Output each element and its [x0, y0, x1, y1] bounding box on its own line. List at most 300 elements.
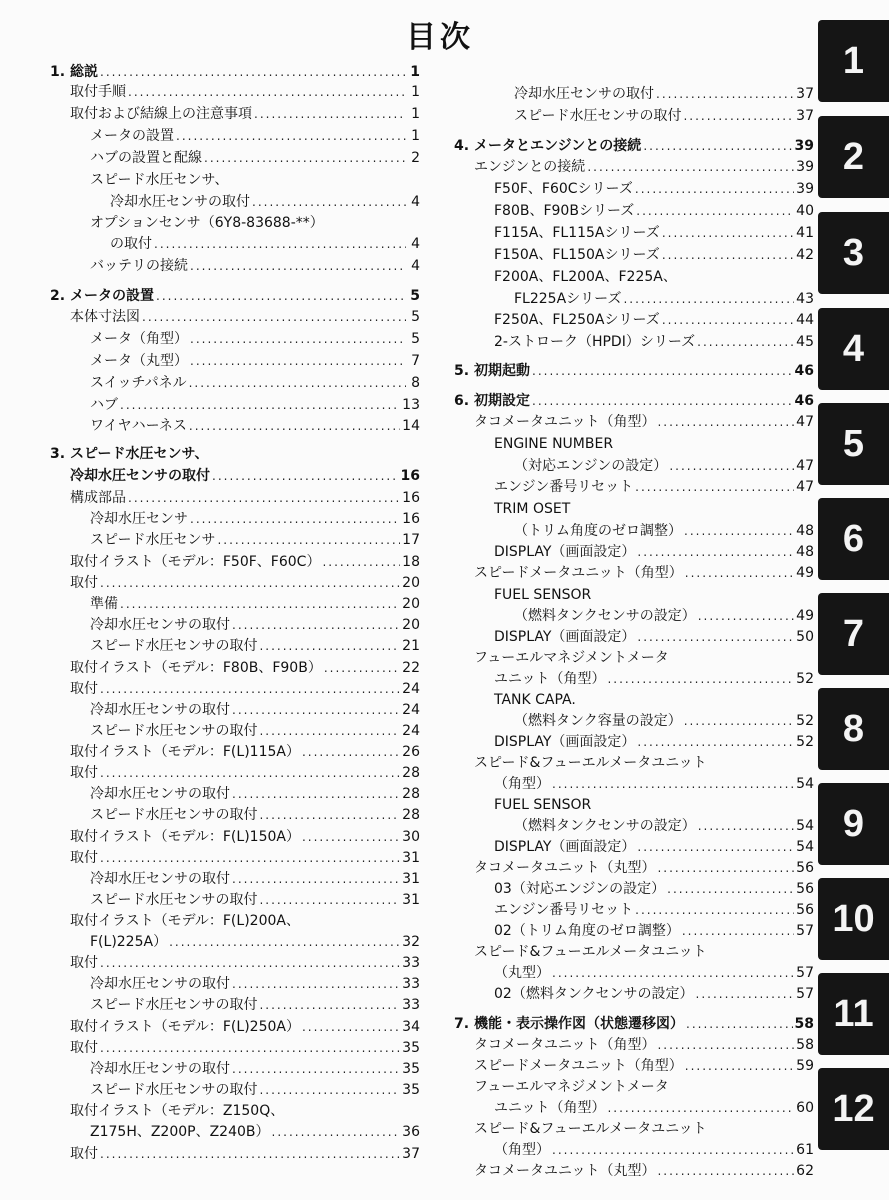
chapter-tab[interactable]: 8 — [818, 688, 889, 770]
toc-entry[interactable] — [50, 148, 420, 168]
toc-page-number: 4 — [411, 236, 420, 252]
toc-entry-title: スピード水圧センサの取付 — [90, 807, 258, 823]
toc-entry-title: 取付 — [70, 955, 98, 971]
toc-entry[interactable] — [454, 669, 814, 689]
toc-entry-title: FUEL SENSOR — [494, 797, 592, 813]
toc-entry[interactable] — [454, 391, 814, 411]
toc-leader-dots — [685, 563, 794, 583]
toc-entry-title: スピード水圧センサ、 — [90, 172, 229, 188]
toc-entry[interactable] — [50, 763, 420, 783]
toc-entry[interactable] — [454, 179, 814, 199]
toc-leader-dots — [259, 890, 400, 910]
toc-chapter-number: 3. — [50, 446, 66, 462]
toc-page-number: 1 — [411, 128, 420, 144]
toc-entry[interactable] — [454, 984, 814, 1004]
toc-leader-dots — [190, 351, 406, 371]
toc-entry[interactable] — [50, 679, 420, 699]
toc-entry[interactable] — [454, 332, 814, 352]
toc-entry[interactable] — [50, 286, 420, 306]
toc-page-number: 8 — [411, 375, 420, 391]
toc-entry[interactable] — [454, 963, 814, 983]
toc-entry-title: 構成部品 — [70, 490, 126, 506]
toc-page-number: 4 — [411, 258, 420, 274]
toc-entry-title: スピード水圧センサの取付 — [90, 723, 258, 739]
toc-entry[interactable] — [454, 606, 814, 626]
toc-entry[interactable] — [50, 827, 420, 847]
chapter-tab[interactable]: 2 — [818, 116, 889, 198]
toc-leader-dots — [669, 456, 794, 476]
chapter-tab[interactable]: 12 — [818, 1068, 889, 1150]
toc-entry-title: オプションセンサ（6Y8-83688-**） — [90, 215, 324, 231]
toc-entry[interactable] — [50, 805, 420, 825]
toc-entry[interactable] — [50, 126, 420, 146]
toc-leader-dots — [189, 373, 406, 393]
toc-leader-dots — [552, 774, 794, 794]
toc-entry[interactable] — [50, 1080, 420, 1100]
toc-entry[interactable] — [454, 921, 814, 941]
toc-entry[interactable] — [454, 753, 814, 773]
toc-entry[interactable] — [454, 1056, 814, 1076]
toc-entry-title: Z175H、Z200P、Z240B） — [90, 1124, 270, 1140]
toc-leader-dots — [259, 721, 400, 741]
toc-entry-title: 取付 — [70, 1040, 98, 1056]
toc-entry-title: 2-ストローク（HPDI）シリーズ — [494, 334, 696, 350]
toc-entry[interactable] — [50, 974, 420, 994]
toc-entry[interactable] — [454, 477, 814, 497]
toc-entry-title: F80B、F90Bシリーズ — [494, 203, 635, 219]
toc-leader-dots — [643, 136, 792, 156]
toc-entry[interactable] — [454, 732, 814, 752]
toc-leader-dots — [302, 827, 400, 847]
toc-entry[interactable] — [454, 310, 814, 330]
toc-entry[interactable] — [454, 1077, 814, 1097]
toc-page-number: 28 — [402, 786, 420, 802]
toc-entry[interactable] — [454, 1119, 814, 1139]
toc-entry[interactable] — [50, 932, 420, 952]
toc-leader-dots — [697, 332, 794, 352]
toc-page-number: 57 — [796, 923, 814, 939]
toc-page-number: 33 — [402, 997, 420, 1013]
toc-entry-title: DISPLAY（画面設定） — [494, 629, 636, 645]
toc-entry[interactable] — [50, 234, 420, 254]
toc-page-number: 33 — [402, 955, 420, 971]
toc-entry[interactable] — [50, 466, 420, 486]
toc-entry[interactable] — [454, 711, 814, 731]
toc-entry-title: F115A、FL115Aシリーズ — [494, 225, 660, 241]
toc-page-number: 5 — [411, 331, 420, 347]
toc-page-number: 35 — [402, 1082, 420, 1098]
toc-page-number: 57 — [796, 986, 814, 1002]
toc-entry-title: 初期設定 — [474, 393, 530, 409]
toc-page-number: 56 — [796, 902, 814, 918]
toc-leader-dots — [254, 104, 406, 124]
toc-leader-dots — [100, 763, 400, 783]
chapter-tab[interactable]: 4 — [818, 308, 889, 390]
toc-entry[interactable] — [454, 1035, 814, 1055]
toc-entry-title: タコメータユニット（角型） — [474, 1037, 656, 1053]
toc-entry[interactable] — [50, 104, 420, 124]
toc-entry[interactable] — [454, 223, 814, 243]
toc-entry-title: スピードメータユニット（角型） — [474, 1058, 683, 1074]
toc-page-number: 31 — [402, 850, 420, 866]
toc-entry[interactable] — [454, 201, 814, 221]
toc-entry[interactable] — [50, 1017, 420, 1037]
toc-entry-title: TANK CAPA. — [494, 692, 576, 708]
toc-page-number: 39 — [796, 181, 814, 197]
toc-leader-dots — [637, 542, 794, 562]
toc-page-number: 50 — [796, 629, 814, 645]
toc-leader-dots — [657, 1035, 794, 1055]
toc-leader-dots — [232, 700, 400, 720]
toc-page-number: 24 — [402, 723, 420, 739]
toc-entry-title: （角型） — [494, 776, 550, 792]
toc-entry-title: タコメータユニット（角型） — [474, 414, 656, 430]
toc-entry[interactable] — [50, 488, 420, 508]
toc-page-number: 20 — [402, 575, 420, 591]
toc-entry-title: メータの設置 — [70, 288, 154, 304]
toc-entry-title: 準備 — [90, 596, 118, 612]
toc-leader-dots — [190, 256, 406, 276]
toc-entry-title: FUEL SENSOR — [494, 587, 592, 603]
toc-entry[interactable] — [454, 837, 814, 857]
toc-entry[interactable] — [454, 245, 814, 265]
toc-page-number: 32 — [402, 934, 420, 950]
toc-page-number: 16 — [402, 490, 420, 506]
toc-leader-dots — [120, 594, 400, 614]
toc-entry-title: 冷却水圧センサの取付 — [90, 786, 230, 802]
toc-entry-title: DISPLAY（画面設定） — [494, 544, 636, 560]
toc-page-number: 47 — [796, 414, 814, 430]
toc-leader-dots — [587, 157, 794, 177]
toc-leader-dots — [657, 412, 794, 432]
toc-leader-dots — [684, 521, 794, 541]
toc-entry[interactable] — [50, 700, 420, 720]
toc-entry[interactable] — [454, 289, 814, 309]
chapter-tab[interactable]: 9 — [818, 783, 889, 865]
toc-entry[interactable] — [50, 615, 420, 635]
toc-entry[interactable] — [454, 1014, 814, 1034]
toc-page-number: 30 — [402, 829, 420, 845]
toc-leader-dots — [128, 82, 406, 102]
toc-entry-title: メータ（丸型） — [90, 353, 188, 369]
toc-entry-title: F(L)225A） — [90, 934, 168, 950]
toc-chapter-number: 7. — [454, 1016, 470, 1032]
toc-entry[interactable] — [50, 351, 420, 371]
toc-leader-dots — [154, 234, 406, 254]
toc-page-number: 37 — [402, 1146, 420, 1162]
toc-entry[interactable] — [50, 890, 420, 910]
chapter-tab[interactable]: 5 — [818, 403, 889, 485]
toc-page-number: 16 — [400, 468, 420, 484]
toc-entry-title: 02（燃料タンクセンサの設定） — [494, 986, 694, 1002]
toc-entry-title: FL225Aシリーズ — [514, 291, 622, 307]
toc-entry[interactable] — [50, 509, 420, 529]
toc-entry[interactable] — [454, 456, 814, 476]
toc-entry-title: スピード水圧センサ、 — [70, 446, 209, 462]
toc-entry[interactable] — [50, 307, 420, 327]
toc-leader-dots — [100, 1144, 400, 1164]
toc-page-number: 42 — [796, 247, 814, 263]
toc-entry-title: （燃料タンク容量の設定） — [514, 713, 682, 729]
toc-entry-title: スピード水圧センサの取付 — [90, 1082, 258, 1098]
toc-entry-title: タコメータユニット（丸型） — [474, 1163, 656, 1179]
toc-entry[interactable] — [50, 721, 420, 741]
toc-entry[interactable] — [50, 256, 420, 276]
toc-leader-dots — [685, 1056, 794, 1076]
toc-entry-title: （燃料タンクセンサの設定） — [514, 818, 696, 834]
toc-leader-dots — [176, 126, 406, 146]
toc-entry[interactable] — [50, 848, 420, 868]
toc-entry-title: の取付 — [110, 236, 152, 252]
chapter-tab[interactable]: 1 — [818, 20, 889, 102]
toc-entry[interactable] — [50, 1038, 420, 1058]
toc-entry[interactable] — [50, 192, 420, 212]
toc-entry[interactable] — [50, 636, 420, 656]
toc-entry[interactable] — [454, 563, 814, 583]
toc-leader-dots — [100, 679, 400, 699]
toc-entry-title: TRIM OSET — [494, 501, 571, 517]
toc-leader-dots — [684, 711, 794, 731]
toc-page-number: 20 — [402, 596, 420, 612]
toc-entry[interactable] — [454, 361, 814, 381]
toc-page-number: 35 — [402, 1040, 420, 1056]
toc-leader-dots — [232, 869, 400, 889]
toc-entry[interactable] — [454, 648, 814, 668]
toc-page-number: 33 — [402, 976, 420, 992]
toc-entry-title: 冷却水圧センサの取付 — [90, 702, 230, 718]
toc-entry[interactable] — [454, 690, 814, 710]
toc-entry[interactable] — [50, 869, 420, 889]
toc-entry-title: ハブの設置と配線 — [90, 150, 202, 166]
toc-entry-title: 取付 — [70, 681, 98, 697]
toc-page-number: 39 — [796, 159, 814, 175]
toc-entry[interactable] — [454, 521, 814, 541]
toc-entry[interactable] — [454, 434, 814, 454]
toc-entry[interactable] — [50, 82, 420, 102]
toc-leader-dots — [100, 953, 400, 973]
toc-entry-title: スピード水圧センサの取付 — [90, 892, 258, 908]
toc-leader-dots — [217, 530, 400, 550]
toc-page-number: 2 — [411, 150, 420, 166]
toc-entry[interactable] — [50, 416, 420, 436]
toc-leader-dots — [128, 488, 400, 508]
toc-entry[interactable] — [50, 552, 420, 572]
toc-leader-dots — [657, 858, 794, 878]
toc-leader-dots — [232, 1059, 400, 1079]
toc-leader-dots — [190, 329, 406, 349]
toc-entry[interactable] — [454, 136, 814, 156]
toc-entry-title: スピードメータユニット（角型） — [474, 565, 683, 581]
toc-leader-dots — [324, 658, 400, 678]
toc-entry[interactable] — [50, 395, 420, 415]
toc-entry-title: 冷却水圧センサの取付 — [90, 617, 230, 633]
toc-entry[interactable] — [50, 62, 420, 82]
toc-entry-title: F50F、F60Cシリーズ — [494, 181, 633, 197]
toc-page-number: 1 — [411, 106, 420, 122]
toc-entry[interactable] — [50, 170, 420, 190]
chapter-tab[interactable]: 11 — [818, 973, 889, 1055]
toc-entry-title: スピード水圧センサの取付 — [90, 997, 258, 1013]
toc-leader-dots — [636, 201, 794, 221]
toc-entry-title: 初期起動 — [474, 363, 530, 379]
toc-chapter-number: 1. — [50, 64, 66, 80]
toc-leader-dots — [232, 615, 400, 635]
toc-entry[interactable] — [454, 267, 814, 287]
toc-entry-title: DISPLAY（画面設定） — [494, 734, 636, 750]
toc-entry[interactable] — [454, 542, 814, 562]
toc-page-number: 46 — [794, 363, 814, 379]
toc-chapter-number: 2. — [50, 288, 66, 304]
toc-page-number: 37 — [796, 108, 814, 124]
toc-entry[interactable] — [454, 412, 814, 432]
toc-leader-dots — [204, 148, 406, 168]
toc-entry[interactable] — [50, 213, 420, 233]
toc-page-number: 21 — [402, 638, 420, 654]
toc-entry[interactable] — [454, 157, 814, 177]
toc-leader-dots — [657, 1161, 794, 1181]
toc-entry-title: （燃料タンクセンサの設定） — [514, 608, 696, 624]
toc-chapter-number: 6. — [454, 393, 470, 409]
toc-page-number: 54 — [796, 839, 814, 855]
toc-entry-title: 機能・表示操作図（状態遷移図） — [474, 1016, 684, 1032]
toc-page-number: 40 — [796, 203, 814, 219]
toc-page-number: 54 — [796, 776, 814, 792]
toc-entry-title: スイッチパネル — [90, 375, 187, 391]
toc-entry[interactable] — [454, 774, 814, 794]
toc-entry-title: F250A、FL250Aシリーズ — [494, 312, 660, 328]
toc-entry-title: （対応エンジンの設定） — [514, 458, 668, 474]
toc-entry[interactable] — [50, 373, 420, 393]
toc-entry-title: ワイヤハーネス — [90, 418, 187, 434]
toc-entry[interactable] — [454, 106, 814, 126]
toc-entry[interactable] — [454, 499, 814, 519]
toc-page-number: 62 — [796, 1163, 814, 1179]
toc-leader-dots — [637, 732, 794, 752]
toc-page-number: 54 — [796, 818, 814, 834]
toc-page-number: 56 — [796, 860, 814, 876]
toc-entry[interactable] — [50, 1101, 420, 1121]
toc-leader-dots — [607, 1098, 794, 1118]
toc-page-number: 7 — [411, 353, 420, 369]
toc-page-number: 17 — [402, 532, 420, 548]
toc-page-number: 39 — [794, 138, 814, 154]
toc-entry-title: 本体寸法図 — [70, 309, 140, 325]
toc-entry[interactable] — [50, 911, 420, 931]
toc-page-number: 5 — [411, 309, 420, 325]
toc-entry-title: タコメータユニット（丸型） — [474, 860, 656, 876]
toc-entry[interactable] — [50, 742, 420, 762]
toc-leader-dots — [698, 606, 794, 626]
toc-entry[interactable] — [50, 573, 420, 593]
toc-entry-title: スピード水圧センサ — [90, 532, 216, 548]
toc-leader-dots — [232, 974, 400, 994]
toc-entry-title: スピード水圧センサの取付 — [90, 638, 258, 654]
toc-entry-title: フューエルマネジメントメータ — [474, 1079, 669, 1095]
toc-entry[interactable] — [50, 444, 420, 464]
toc-entry[interactable] — [50, 1122, 420, 1142]
toc-entry-title: ハブ — [90, 397, 118, 413]
toc-leader-dots — [686, 1014, 793, 1034]
toc-leader-dots — [100, 62, 406, 82]
toc-entry[interactable] — [454, 1161, 814, 1181]
toc-leader-dots — [635, 179, 794, 199]
toc-entry-title: 総説 — [70, 64, 98, 80]
toc-entry[interactable] — [454, 816, 814, 836]
toc-entry-title: 取付イラスト（モデル：F(L)115A） — [70, 744, 300, 760]
toc-entry-title: 取付イラスト（モデル：Z150Q、 — [70, 1103, 285, 1119]
toc-page-number: 35 — [402, 1061, 420, 1077]
toc-page-number: 44 — [796, 312, 814, 328]
toc-entry[interactable] — [454, 795, 814, 815]
toc-entry[interactable] — [454, 627, 814, 647]
toc-chapter-number: 4. — [454, 138, 470, 154]
toc-entry-title: 取付手順 — [70, 84, 126, 100]
chapter-tab[interactable]: 3 — [818, 212, 889, 294]
toc-entry[interactable] — [50, 594, 420, 614]
toc-entry[interactable] — [50, 1144, 420, 1164]
toc-page-number: 16 — [402, 511, 420, 527]
toc-entry[interactable] — [50, 784, 420, 804]
toc-page-number: 60 — [796, 1100, 814, 1116]
toc-page-number: 46 — [794, 393, 814, 409]
toc-entry[interactable] — [454, 900, 814, 920]
toc-entry[interactable] — [454, 858, 814, 878]
toc-entry-title: F200A、FL200A、F225A、 — [494, 269, 677, 285]
toc-entry-title: （トリム角度のゼロ調整） — [514, 523, 682, 539]
toc-page-number: 58 — [796, 1037, 814, 1053]
toc-entry[interactable] — [454, 1140, 814, 1160]
toc-entry-title: F150A、FL150Aシリーズ — [494, 247, 660, 263]
toc-entry[interactable] — [50, 530, 420, 550]
toc-leader-dots — [302, 742, 400, 762]
toc-entry[interactable] — [454, 942, 814, 962]
toc-entry-title: エンジンとの接続 — [474, 159, 586, 175]
toc-entry[interactable] — [50, 995, 420, 1015]
toc-leader-dots — [212, 466, 399, 486]
toc-leader-dots — [100, 1038, 400, 1058]
toc-page-number: 61 — [796, 1142, 814, 1158]
toc-leader-dots — [637, 837, 794, 857]
toc-leader-dots — [662, 310, 794, 330]
toc-entry-title: 取付イラスト（モデル：F50F、F60C） — [70, 554, 321, 570]
toc-entry[interactable] — [454, 879, 814, 899]
toc-entry[interactable] — [50, 1059, 420, 1079]
toc-entry-title: 取付イラスト（モデル：F(L)250A） — [70, 1019, 300, 1035]
toc-leader-dots — [169, 932, 400, 952]
toc-entry[interactable] — [454, 84, 814, 104]
toc-entry[interactable] — [454, 1098, 814, 1118]
toc-leader-dots — [259, 805, 400, 825]
chapter-tab[interactable]: 6 — [818, 498, 889, 580]
toc-page-number: 14 — [402, 418, 420, 434]
toc-leader-dots — [100, 573, 400, 593]
toc-entry[interactable] — [50, 953, 420, 973]
toc-entry[interactable] — [454, 585, 814, 605]
toc-entry-title: 冷却水圧センサの取付 — [90, 976, 230, 992]
toc-page-number: 52 — [796, 734, 814, 750]
toc-entry[interactable] — [50, 658, 420, 678]
toc-entry[interactable] — [50, 329, 420, 349]
toc-leader-dots — [532, 391, 793, 411]
toc-leader-dots — [656, 84, 794, 104]
toc-page-number: 22 — [402, 660, 420, 676]
toc-entry-title: 冷却水圧センサの取付 — [90, 871, 230, 887]
toc-page-number: 43 — [796, 291, 814, 307]
chapter-tab[interactable]: 7 — [818, 593, 889, 675]
toc-entry-title: 冷却水圧センサの取付 — [90, 1061, 230, 1077]
toc-leader-dots — [259, 995, 400, 1015]
chapter-tab[interactable]: 10 — [818, 878, 889, 960]
